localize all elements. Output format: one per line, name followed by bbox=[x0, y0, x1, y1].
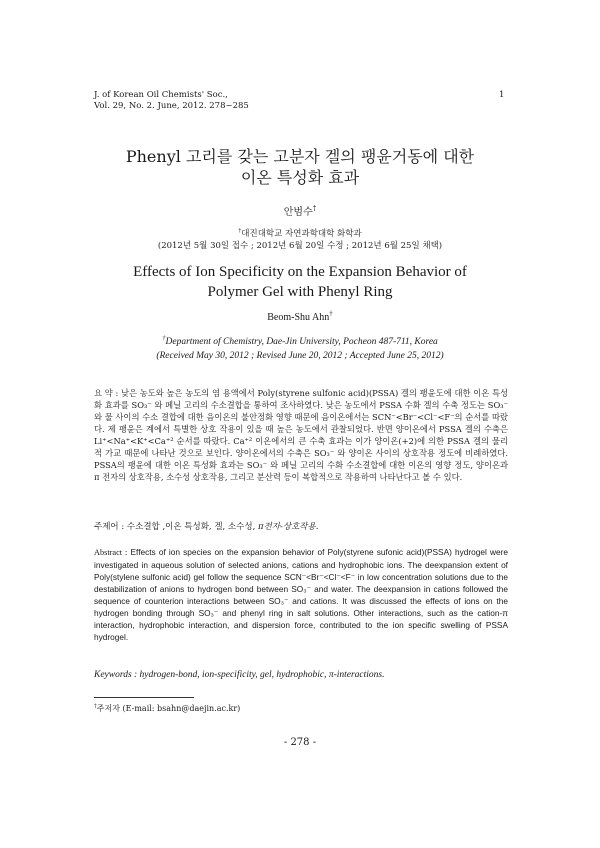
english-affiliation-line1: Department of Chemistry, Dae-Jin University, Pocheon 487-711, Korea bbox=[165, 337, 438, 347]
english-title-line2: Polymer Gel with Phenyl Ring bbox=[207, 284, 393, 300]
english-abstract-label: Abstract : bbox=[94, 548, 128, 557]
korean-keywords bbox=[94, 520, 318, 532]
footnote bbox=[94, 703, 240, 714]
korean-keywords-tail: π전자-상호작용. bbox=[257, 522, 319, 532]
korean-title bbox=[60, 146, 540, 188]
korean-dates: (2012년 5월 30일 접수 ; 2012년 6월 20일 수정 ; 2012년 6월 25일 채택) bbox=[157, 241, 443, 251]
page-footer: - 278 - bbox=[283, 737, 317, 748]
english-dates: (Received May 30, 2012 ; Revised June 20, 2012 ; Accepted June 25, 2012) bbox=[156, 351, 444, 361]
dagger-mark: † bbox=[162, 334, 166, 342]
korean-abstract-text: 낮은 농도와 높은 농도의 염 용액에서 Poly(styrene sulfonic acid)(PSSA) 겔의 팽윤도에 대한 이온 특성화 효과를 SO₃⁻ 와 페닐 고리의 수소결합을 통하여 조사하였다. 낮은 농도에서 PSSA 수화 겔의 수축 정도는 SO₃⁻ 와 물 사이의 수소 결합에 대한 음이온의 불안정화 영향 때문에 음이온에서는 SCN⁻<Br⁻<Cl⁻<F⁻의 순서를 따랐다. 제 팽윤은 계에서 특별한 상호 작용이 있을 때 높은 농도에서 관찰되었다. 반면 양이온에서 PSSA 겔의 수축은 Li⁺<Na⁺<K⁺<Ca⁺² 순서를 따랐다. Ca⁺² 이온에서의 큰 수축 효과는 이가 양이온(+2)에 의한 PSSA 겔의 물리적 가교 때문에 나타난 것으로 보인다. 양이온에서의 수축은 SO₃⁻ 와 양이온 사이의 상호작용 정도에 비례하였다. PSSA의 팽윤에 대한 이온 특성화 효과는 SO₃⁻ 와 페닐 고리의 수화 수소결합에 대한 이온의 영향 정도, 양이온과 π 전자의 상호작용, 소수성 상호작용, 그리고 분산력 등이 복합적으로 작용하여 나타난다고 볼 수 있다. bbox=[94, 388, 508, 482]
korean-title-line2: 이온 특성화 효과 bbox=[240, 168, 360, 187]
english-abstract bbox=[94, 546, 508, 643]
journal-citation bbox=[94, 90, 249, 112]
english-author-name: Beom-Shu Ahn bbox=[267, 312, 330, 323]
english-title bbox=[80, 262, 520, 302]
korean-affiliation bbox=[0, 228, 600, 252]
english-keywords: Keywords : hydrogen-bond, ion-specificity, gel, hydrophobic, π-interactions. bbox=[94, 670, 385, 680]
korean-author bbox=[0, 203, 600, 218]
korean-abstract bbox=[94, 387, 508, 483]
journal-volume: Vol. 29, No. 2. June, 2012. 278~285 bbox=[94, 101, 249, 111]
korean-abstract-label: 요 약 : bbox=[94, 388, 119, 398]
dagger-mark: † bbox=[312, 204, 317, 213]
dagger-mark: † bbox=[238, 227, 242, 235]
english-affiliation bbox=[0, 335, 600, 363]
english-author bbox=[0, 309, 600, 323]
korean-author-name: 안범수 bbox=[283, 207, 313, 218]
korean-affiliation-line1: 대진대학교 자연과학대학 화학과 bbox=[241, 229, 362, 239]
korean-keywords-label: 주제어 : bbox=[94, 522, 125, 532]
dagger-mark: † bbox=[329, 309, 333, 318]
english-title-line1: Effects of Ion Specificity on the Expansion Behavior of bbox=[133, 264, 467, 280]
journal-name: J. of Korean Oil Chemists' Soc., bbox=[94, 90, 228, 100]
korean-keywords-items: 수소결합 ,이온 특성화, 겔, 소수성, bbox=[126, 522, 256, 532]
footnote-rule bbox=[94, 697, 194, 698]
korean-title-line1: Phenyl 고리를 갖는 고분자 겔의 팽윤거동에 대한 bbox=[125, 147, 475, 166]
english-abstract-text: Effects of ion species on the expansion behavior of Poly(styrene sufonic acid)(PSSA) hydrogel were investigated in aqueous solution of selected anions, cations and hydrophobic ions. The deexpansion extent of Poly(stylene sulfonic acid) gel follow the sequence SCN⁻<Br⁻<Cl⁻<F⁻ in low concentration solutions due to the destabilization of anions to hydrogen bond between SO₃⁻ and water. The deexpansion in cations followed the sequence of counterion interactions between SO₃⁻ and cations. It was discussed the effects of ions on the hydrogen bonding through SO₃⁻ and phenyl ring in salt solutions. Other interactions, such as the cation-π interaction, hydrophobic interaction, and dispersion force, contributed to the ion specific swelling of PSSA hydrogel. bbox=[94, 547, 508, 642]
page-number-top: 1 bbox=[499, 90, 505, 100]
footnote-text: 주저자 (E-mail: bsahn@daejin.ac.kr) bbox=[96, 704, 241, 713]
dagger-mark: † bbox=[94, 703, 97, 710]
